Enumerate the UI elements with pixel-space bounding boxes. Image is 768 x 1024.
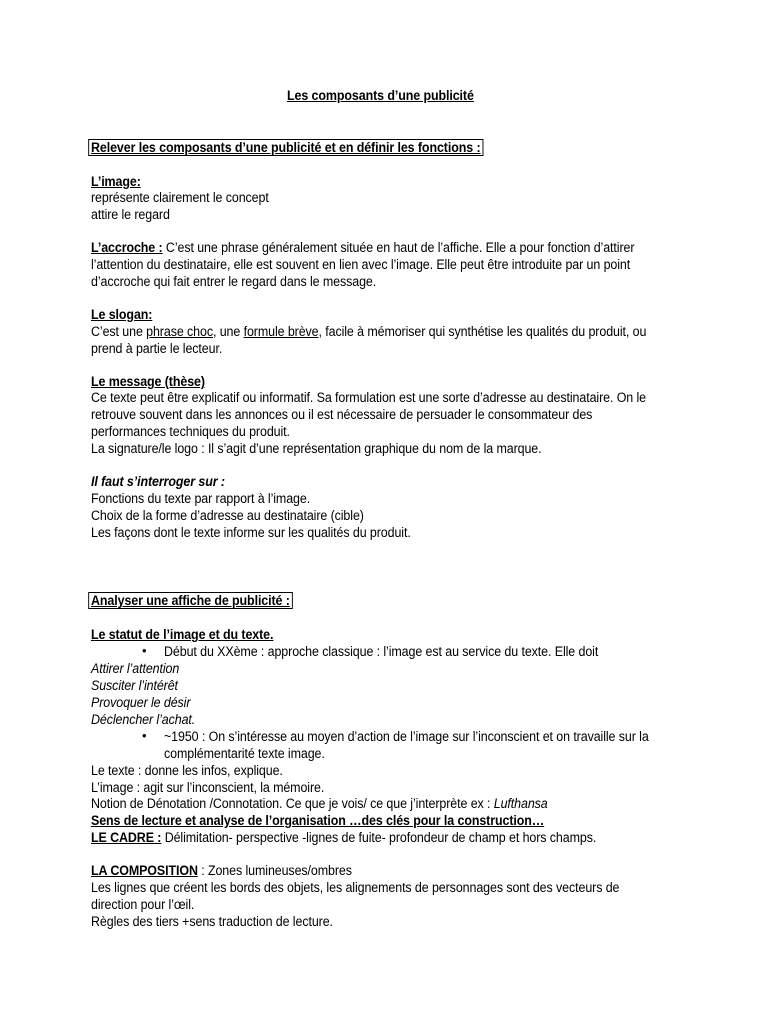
lignes-line-2: direction pour l’œil. [91,897,195,912]
interroger-label: Il faut s’interroger sur : [91,474,225,489]
texte-line: Le texte : donne les infos, explique. [91,763,283,778]
italic-line-4: Déclencher l’achat. [91,712,196,727]
bullet-1-glyph: • [142,643,147,658]
slogan-line-2: prend à partie le lecteur. [91,341,223,356]
message-line-4: La signature/le logo : Il s’agit d’une représentation graphique du nom de la marque. [91,441,542,456]
accroche-line-3: d’accroche qui fait entrer le regard dans le message. [91,274,377,289]
message-line-2: retrouve souvent dans les annonces ou il est nécessaire de persuader le consommateur des [91,407,593,422]
regles-line: Règles des tiers +sens traduction de lecture. [91,914,333,929]
image-line-1: représente clairement le concept [91,190,269,205]
image-role-line: L’image : agit sur l’inconscient, la mémoire. [91,780,325,795]
slogan-text-mid: , une [212,324,244,339]
section2-heading [91,592,293,609]
notion-example: Lufthansa [493,796,548,811]
notion-text: Notion de Dénotation /Connotation. Ce que je vois/ ce que j’interprète ex : [91,796,494,811]
image-line-2: attire le regard [91,207,170,222]
slogan-line-1 [91,323,646,340]
slogan-label: Le slogan: [91,307,153,322]
sens-lecture-line: Sens de lecture et analyse de l’organisation …des clés pour la construction… [91,813,545,828]
slogan-formule-breve: formule brève [243,324,319,339]
slogan-text-post: , facile à mémoriser qui synthétise les qualités du produit, ou [318,324,647,339]
italic-line-3: Provoquer le désir [91,695,191,710]
interroger-line-1: Fonctions du texte par rapport à l’image. [91,491,311,506]
accroche-text-1: C’est une phrase généralement située en haut de l’affiche. Elle a pour fonction d’attirer [162,240,635,255]
cadre-label: LE CADRE : [91,830,162,845]
composition-text: : Zones lumineuses/ombres [197,863,352,878]
statut-label: Le statut de l’image et du texte. [91,627,274,642]
cadre-line [91,829,596,846]
bullet-2-glyph: • [142,728,147,743]
message-line-3: performances techniques du produit. [91,424,290,439]
accroche-line-2: l’attention du destinataire, elle est souvent en lien avec l’image. Elle peut être introduite par un point [91,257,631,272]
message-line-1: Ce texte peut être explicatif ou informatif. Sa formulation est une sorte d’adresse au destinataire. On le [91,390,647,405]
composition-line [91,862,352,879]
lignes-line-1: Les lignes que créent les bords des objets, les alignements de personnages sont des vecteurs de [91,880,620,895]
bullet-2-line-2: complémentarité texte image. [164,746,325,761]
slogan-phrase-choc: phrase choc [146,324,213,339]
italic-line-1: Attirer l’attention [91,661,180,676]
section1-heading-text: Relever les composants d’une publicité et en définir les fonctions : [88,139,483,156]
notion-line [91,795,548,812]
slogan-text-pre: C’est une [91,324,147,339]
interroger-line-2: Choix de la forme d’adresse au destinataire (cible) [91,508,364,523]
section1-heading [91,139,483,156]
image-label: L’image: [91,174,141,189]
composition-label: LA COMPOSITION [91,863,198,878]
section2-heading-text: Analyser une affiche de publicité : [88,592,292,609]
message-label: Le message (thèse) [91,374,205,389]
italic-line-2: Susciter l’intérêt [91,678,178,693]
interroger-line-3: Les façons dont le texte informe sur les qualités du produit. [91,525,411,540]
bullet-1-text: Début du XXème : approche classique : l’image est au service du texte. Elle doit [164,644,599,659]
bullet-2-line-1: ~1950 : On s’intéresse au moyen d’action de l’image sur l’inconscient et on travaille sur la [164,729,649,744]
page-title: Les composants d’une publicité [287,88,474,103]
accroche-line-1 [91,239,634,256]
accroche-label: L’accroche : [91,240,163,255]
cadre-text: Délimitation- perspective -lignes de fuite- profondeur de champ et hors champs. [161,830,597,845]
